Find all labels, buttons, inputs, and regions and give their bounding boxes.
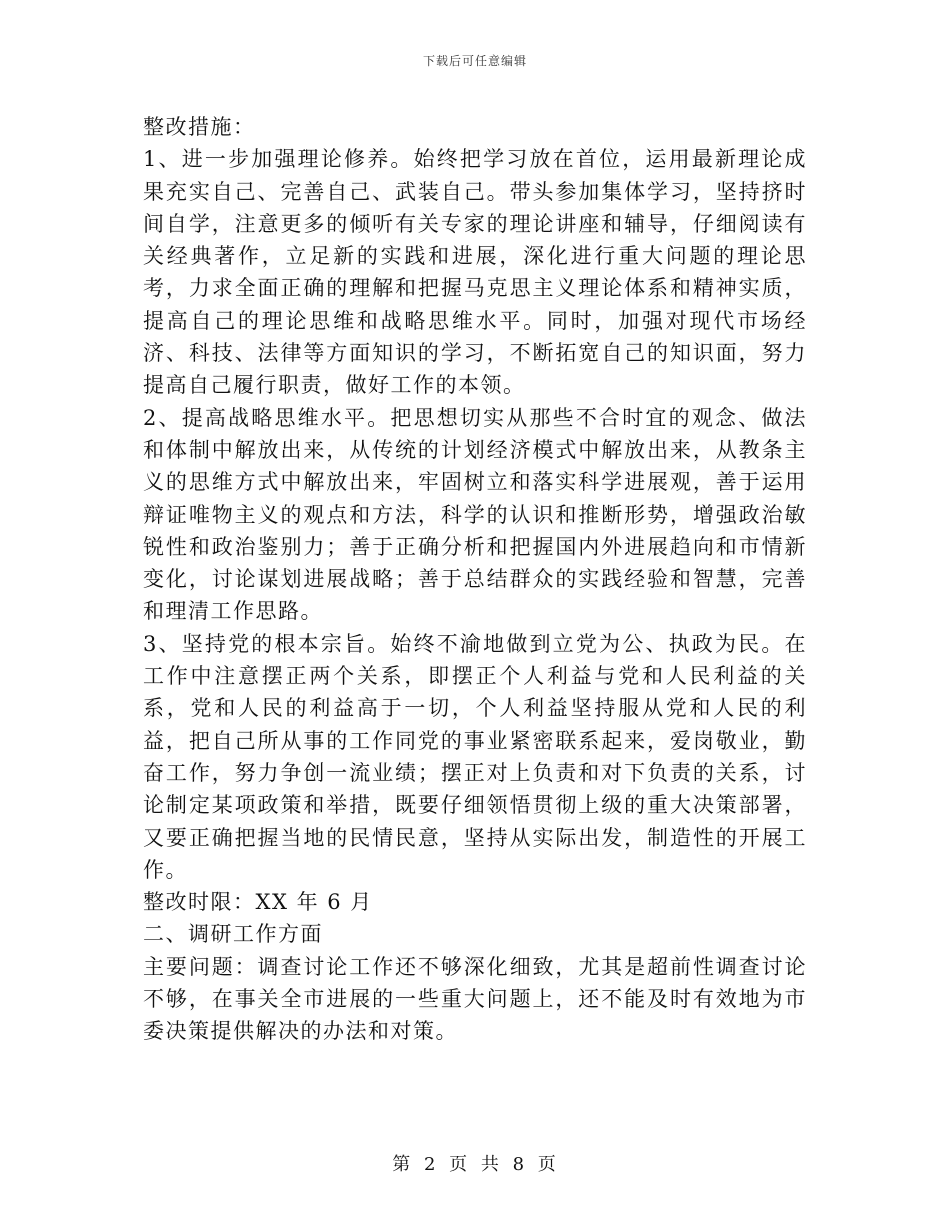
main-problems-paragraph: 主要问题：调查讨论工作还不够深化细致，尤其是超前性调查讨论不够，在事关全市进展的一些重大问题上，还不能及时有效地为市委决策提供解决的办法和对策。 (143, 954, 807, 1044)
measure-1-paragraph: 1、进一步加强理论修养。始终把学习放在首位，运用最新理论成果充实自己、完善自己、武装自己。带头参加集体学习，坚持挤时间自学，注意更多的倾听有关专家的理论讲座和辅导，仔细阅读有关经典著作，立足新的实践和进展，深化进行重大问题的理论思考，力求全面正确的理解和把握马克思主义理论体系和精神实质，提高自己的理论思维和战略思维水平。同时，加强对现代市场经济、科技、法律等方面知识的学习，不断拓宽自己的知识面，努力提高自己履行职责，做好工作的本领。 (143, 147, 807, 398)
measure-2-paragraph: 2、提高战略思维水平。把思想切实从那些不合时宜的观念、做法和体制中解放出来，从传统的计划经济模式中解放出来，从教条主义的思维方式中解放出来，牢固树立和落实科学进展观，善于运用辩证唯物主义的观点和方法，科学的认识和推断形势，增强政治敏锐性和政治鉴别力；善于正确分析和把握国内外进展趋向和市情新变化，讨论谋划进展战略；善于总结群众的实践经验和智慧，完善和理清工作思路。 (143, 405, 807, 624)
section-heading-research: 二、调研工作方面 (143, 922, 323, 947)
document-body (143, 111, 807, 1048)
page-number-footer: 第 2 页 共 8 页 (392, 1154, 558, 1175)
measure-3-paragraph: 3、坚持党的根本宗旨。始终不渝地做到立党为公、执政为民。在工作中注意摆正两个关系，即摆正个人利益与党和人民利益的关系，党和人民的利益高于一切，个人利益坚持服从党和人民的利益，把自己所从事的工作同党的事业紧密联系起来，爱岗敬业，勤奋工作，努力争创一流业绩；摆正对上负责和对下负责的关系，讨论制定某项政策和举措，既要仔细领悟贯彻上级的重大决策部署，又要正确把握当地的民情民意，坚持从实际出发，制造性的开展工作。 (143, 631, 807, 882)
deadline-line: 整改时限：XX 年 6 月 (143, 890, 373, 915)
rectification-measures-heading: 整改措施： (143, 115, 256, 139)
page-header: 下载后可任意编辑 (422, 54, 527, 68)
